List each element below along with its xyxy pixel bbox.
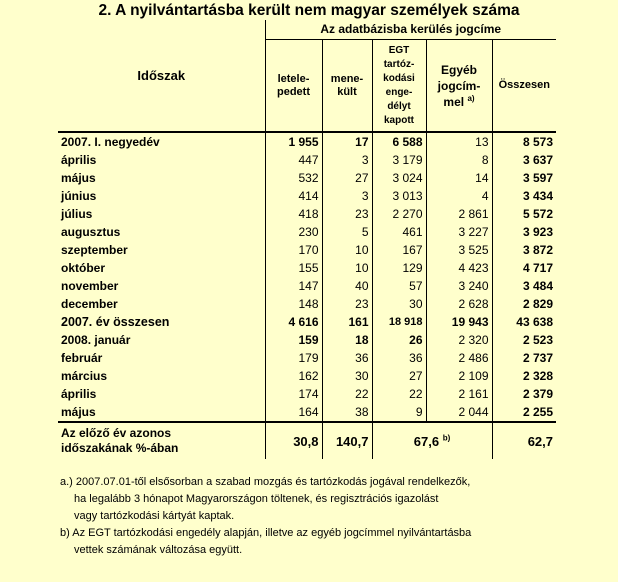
total-value: 2 737 [492,349,556,367]
other-basis-value: 14 [426,169,492,187]
settled-value: 418 [265,205,322,223]
row-label: 2008. január [61,333,131,347]
total-value: 3 872 [492,241,556,259]
total-value: 5 572 [492,205,556,223]
settled-value: 164 [265,403,322,422]
refugee-value: 38 [322,403,372,422]
other-basis-value: 8 [426,151,492,169]
settled-value: 230 [265,223,322,241]
refugee-value: 40 [322,277,372,295]
table-row [58,259,556,277]
table-row [58,313,556,331]
comparison-row [58,422,556,459]
settled-value: 174 [265,385,322,403]
row-label: szeptember [61,243,128,257]
row-label: április [61,387,97,401]
other-basis-value: 2 628 [426,295,492,313]
settled-value: 148 [265,295,322,313]
comparison-total-value: 62,7 [492,422,556,459]
row-label: október [61,261,106,275]
refugee-value: 17 [322,132,372,151]
total-value: 3 434 [492,187,556,205]
table-row [58,295,556,313]
eea-permit-value: 461 [372,223,426,241]
other-basis-value: 3 240 [426,277,492,295]
total-value: 2 829 [492,295,556,313]
eea-permit-value: 27 [372,367,426,385]
total-value: 2 523 [492,331,556,349]
row-label: július [61,207,93,221]
refugee-value: 10 [322,259,372,277]
refugee-value: 22 [322,385,372,403]
row-label: december [61,297,118,311]
row-label: május [61,171,96,185]
comparison-eea-other-value: 67,6 $^{b)}$ [372,422,492,459]
eea-permit-value: 167 [372,241,426,259]
total-value: 43 638 [492,313,556,331]
table-body [58,132,556,422]
refugee-value: 10 [322,241,372,259]
table-row [58,277,556,295]
eea-permit-value: 57 [372,277,426,295]
comparison-refugee-value: 140,7 [322,422,372,459]
eea-permit-value: 36 [372,349,426,367]
refugee-value: 3 [322,151,372,169]
settled-value: 4 616 [265,313,322,331]
eea-permit-value: 30 [372,295,426,313]
other-basis-value: 2 861 [426,205,492,223]
eea-permit-value: 26 [372,331,426,349]
row-label: április [61,153,97,167]
other-basis-value: 2 320 [426,331,492,349]
eea-permit-value: 3 179 [372,151,426,169]
total-value: 2 379 [492,385,556,403]
other-basis-value: 2 161 [426,385,492,403]
footnote-a-line-2: ha legalább 3 hónapot Magyarországon töltenek, és regisztrációs igazolást [74,493,439,505]
table-row [58,331,556,349]
eea-permit-value: 6 588 [372,132,426,151]
settled-value: 162 [265,367,322,385]
footnote-b-line-1: b) Az EGT tartózkodási engedély alapján, illetve az egyéb jogcímmel nyilvántartásba [60,527,472,539]
row-label: március [61,369,108,383]
table-row [58,403,556,422]
eea-permit-value: 18 918 [372,313,426,331]
table-row [58,169,556,187]
footnote-b-line-2: vettek számának változása együtt. [74,544,243,556]
comparison-settled-value: 30,8 [265,422,322,459]
refugee-value: 18 [322,331,372,349]
refugee-value: 5 [322,223,372,241]
row-label: június [61,189,97,203]
total-value: 3 923 [492,223,556,241]
settled-value: 447 [265,151,322,169]
row-label: november [61,279,119,293]
refugee-column-header: mene- kült [322,40,372,133]
settled-value: 1 955 [265,132,322,151]
eea-permit-value: 3 013 [372,187,426,205]
other-basis-value: 3 227 [426,223,492,241]
footnote-a-line-3: vagy tartózkodási kártyát kaptak. [74,510,235,522]
table-row [58,223,556,241]
row-label: február [61,351,103,365]
settled-value: 155 [265,259,322,277]
total-column-header: Összesen [492,40,556,133]
refugee-value: 27 [322,169,372,187]
legal-basis-group-header: Az adatbázisba kerülés jogcíme [265,20,556,40]
table-row [58,367,556,385]
eea-permit-value: 3 024 [372,169,426,187]
other-basis-column-header: Egyéb jogcím- mel $^{a)}$ [426,40,492,133]
statistics-table [58,20,556,459]
other-basis-value: 2 044 [426,403,492,422]
eea-permit-column-header: EGT tartóz- kodási enge- délyt kapott [372,40,426,133]
refugee-value: 3 [322,187,372,205]
row-label: augusztus [61,225,121,239]
other-basis-value: 2 109 [426,367,492,385]
eea-permit-value: 9 [372,403,426,422]
comparison-label: Az előző év azonos időszakának %-ában [58,422,265,459]
eea-permit-value: 129 [372,259,426,277]
other-basis-value: 13 [426,132,492,151]
other-basis-value: 4 [426,187,492,205]
row-label: május [61,405,96,419]
total-value: 3 637 [492,151,556,169]
page-title: 2. A nyilvántartásba került nem magyar személyek száma [98,2,520,19]
table-row [58,385,556,403]
table-row [58,241,556,259]
row-label: 2007. I. negyedév [61,135,160,149]
table-row [58,151,556,169]
total-value: 4 717 [492,259,556,277]
eea-permit-value: 2 270 [372,205,426,223]
table-row [58,349,556,367]
settled-value: 532 [265,169,322,187]
total-value: 8 573 [492,132,556,151]
settled-column-header: letele- pedett [265,40,322,133]
refugee-value: 36 [322,349,372,367]
table-row [58,187,556,205]
eea-permit-value: 22 [372,385,426,403]
other-basis-value: 2 486 [426,349,492,367]
settled-value: 170 [265,241,322,259]
settled-value: 147 [265,277,322,295]
total-value: 3 484 [492,277,556,295]
other-basis-value: 3 525 [426,241,492,259]
refugee-value: 23 [322,205,372,223]
refugee-value: 30 [322,367,372,385]
table-row [58,132,556,151]
settled-value: 179 [265,349,322,367]
other-basis-value: 19 943 [426,313,492,331]
total-value: 3 597 [492,169,556,187]
footnote-a-line-1: a.) 2007.07.01-től elsősorban a szabad mozgás és tartózkodás jogával rendelkezők, [60,476,471,488]
settled-value: 159 [265,331,322,349]
other-basis-value: 4 423 [426,259,492,277]
table-row [58,205,556,223]
row-label: 2007. év összesen [61,315,170,329]
refugee-value: 161 [322,313,372,331]
total-value: 2 255 [492,403,556,422]
period-header: Időszak [58,20,265,132]
total-value: 2 328 [492,367,556,385]
footnotes [60,474,471,559]
refugee-value: 23 [322,295,372,313]
settled-value: 414 [265,187,322,205]
